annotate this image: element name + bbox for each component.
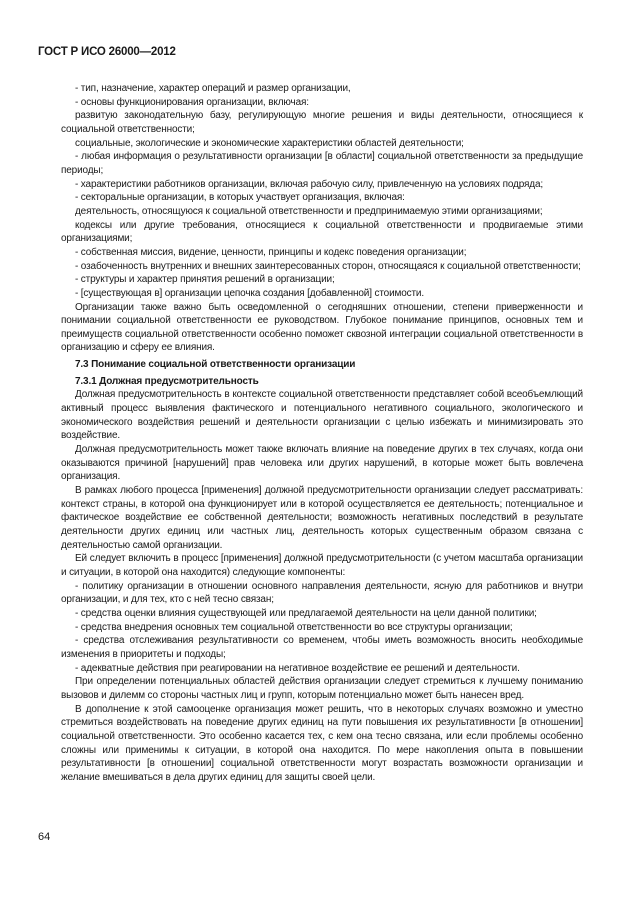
paragraph: Ей следует включить в процесс [применения] должной предусмотрительности (с учетом масштаба организации и ситуации, в которой она находится) следующие компоненты: [61,553,583,578]
list-subitem: деятельность, относящуюся к социальной ответственности и предпринимаемую этими организациями; [75,205,543,217]
list-item: - озабоченность внутренних и внешних заинтересованных сторон, относящаяся к социальной ответственности; [75,260,581,272]
list-item: - собственная миссия, видение, ценности, принципы и кодекс поведения организации; [75,246,467,258]
list-subitem: развитую законодательную базу, регулирующую многие решения и виды деятельности, относящиеся к социальной ответственности; [61,110,583,135]
list-item: - адекватные действия при реагировании на негативное воздействие ее решений и деятельности. [75,662,520,674]
list-item: - структуры и характер принятия решений в организации; [75,274,335,286]
list-item: - политику организации в отношении основного направления деятельности, ясную для работников и внутри организации, и для тех, кто с ней тесно связан; [61,580,583,606]
paragraph: В рамках любого процесса [применения] должной предусмотрительности организации следует рассматривать: контекст страны, в которой она функционирует или в которой осуществляется ее деятельность; потенциальное и фактическое воздействие ее собственной деятельности; возможность негативных последствий в результате деятельности других единиц или частных лиц, деятельность которых существенным образом связана с деятельностью самой организации. [61,485,583,551]
paragraph: Должная предусмотрительность в контексте социальной ответственности представляет собой всеобъемлющий активный процесс выявления фактического и потенциального негативного социального, экологического и экономического воздействия решений и деятельности организации с целью избежать и минимизировать это воздействие. [61,389,583,442]
document-body [61,82,583,784]
document-header: ГОСТ Р ИСО 26000—2012 [38,46,176,58]
paragraph: Должная предусмотрительность может также включать влияние на поведение других в тех случаях, когда они оказываются причиной [нарушений] прав человека или других нарушений, в которые может быть вовлечена организация. [61,444,583,483]
list-item: - средства оценки влияния существующей или предлагаемой деятельности на цели данной политики; [75,607,537,619]
list-item: - секторальные организации, в которых участвует организация, включая: [75,192,405,204]
section-heading: 7.3 Понимание социальной ответственности организации [75,359,356,371]
page-number: 64 [38,831,51,843]
list-item: - основы функционирования организации, включая: [75,96,309,108]
paragraph: При определении потенциальных областей действия организации следует стремиться к лучшему пониманию вызовов и дилемм со стороны частных лиц и групп, которым потенциально может быть нанесен вред. [61,676,583,701]
list-item: - тип, назначение, характер операций и размер организации, [75,83,351,94]
list-item: - любая информация о результативности организации [в области] социальной ответственности за предыдущие периоды; [61,151,583,176]
subsection-heading: 7.3.1 Должная предусмотрительность [75,375,259,387]
list-item: - [существующая в] организации цепочка создания [добавленной] стоимости. [75,287,424,299]
list-subitem: социальные, экологические и экономические характеристики областей деятельности; [75,137,464,149]
list-subitem: кодексы или другие требования, относящиеся к социальной ответственности и продвигаемые этими организациями; [61,219,583,245]
paragraph: В дополнение к этой самооценке организация может решить, что в некоторых случаях возможно и уместно стремиться воздействовать на поведение других единиц на пути повышения их результативности [в отношении] социальной ответственности. Это особенно касается тех, с кем она тесно связана, или если проблемы особенно сложны или применимы к ситуации, в которой она находится. По мере накопления опыта в повышении результативности [в отношении] социальной ответственности могут возрастать возможности организации и желание вмешиваться в дела других единиц для защиты своей цели. [61,703,583,783]
list-item: - средства отслеживания результативности со временем, чтобы иметь возможность вносить необходимые изменения в приоритеты и подходы; [61,635,583,660]
list-item: - характеристики работников организации, включая рабочую силу, привлеченную на условиях подряда; [75,178,544,190]
list-item: - средства внедрения основных тем социальной ответственности во все структуры организации; [75,621,513,633]
paragraph: Организации также важно быть осведомленной о сегодняшних отношении, степени приверженности и понимании социальной ответственности ее руководством. Глубокое понимание принципов, основных тем и преимуществ социальной ответственности особенно поможет сквозной интеграции социальной ответственности в организацию и сферу ее влияния. [61,301,583,354]
